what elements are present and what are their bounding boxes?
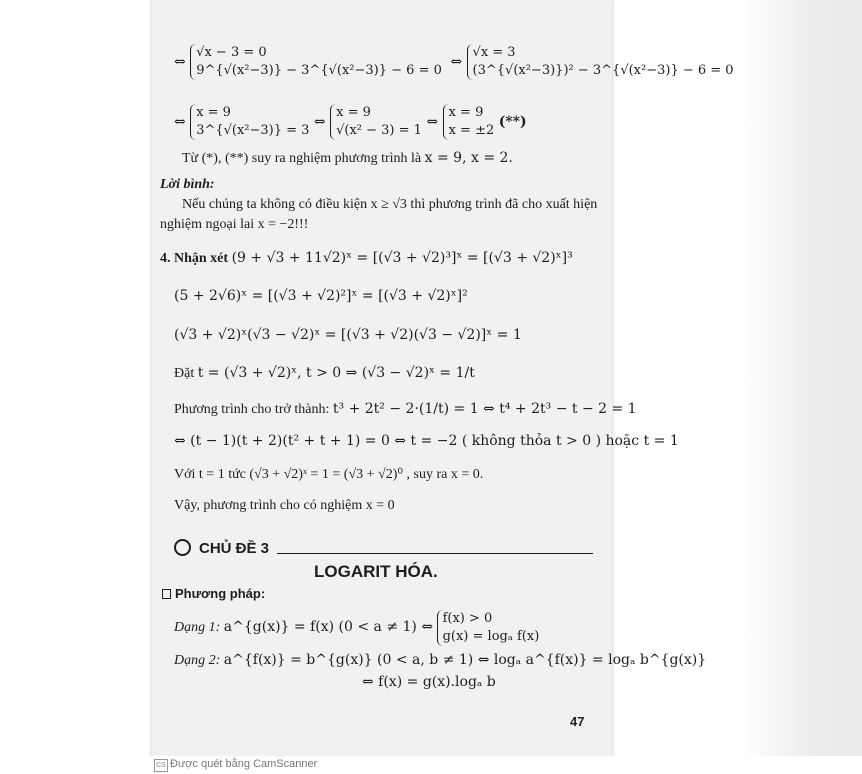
equiv-sign: ⇔ — [174, 114, 186, 130]
system-3 — [190, 104, 309, 140]
method-label: Phương pháp: — [175, 586, 266, 601]
math-eq: a^{f(x)} = b^{g(x)} (0 < a, b ≠ 1) ⇔ logₐ a^{f(x)} = logₐ b^{g(x)} — [223, 652, 707, 668]
item-4 — [160, 250, 573, 267]
equation-tag: (**) — [498, 114, 527, 130]
method-heading — [162, 586, 265, 601]
system-1 — [190, 44, 442, 80]
system-2 — [467, 44, 734, 80]
dang-1 — [174, 610, 539, 646]
equiv-sign: ⇔ — [174, 54, 186, 70]
math-eq: a^{g(x)} = f(x) (0 < a ≠ 1) ⇔ — [223, 619, 434, 636]
eq-block-2 — [174, 104, 527, 140]
page-number: 47 — [570, 714, 585, 729]
section-rule — [277, 553, 593, 554]
dang1-system — [437, 610, 540, 646]
system-line: √x − 3 = 0 — [196, 45, 267, 60]
conclusion-line — [182, 150, 513, 167]
dang-label: Dạng 1: — [174, 620, 221, 636]
dang-2 — [174, 652, 706, 669]
system-line: 3^{√(x²−3)} = 3 — [196, 123, 310, 138]
equiv-sign: ⇔ — [426, 114, 439, 130]
system-line: √x = 3 — [472, 45, 516, 60]
section-header — [174, 540, 593, 557]
scanner-label: Được quét bằng CamScanner — [170, 758, 318, 770]
system-line: (3^{√(x²−3)})² − 3^{√(x²−3)} − 6 = 0 — [472, 63, 734, 78]
section-title: LOGARIT HÓA. — [314, 562, 438, 581]
comment-title: Lời bình: — [160, 177, 215, 192]
camscanner-logo-icon: CS — [154, 759, 168, 772]
transform-line — [174, 401, 637, 418]
system-5 — [443, 104, 495, 140]
math-eq: (9 + √3 + 11√2)ˣ = [(√3 + √2)³]ˣ = [(√3 + √2)ˣ]³ — [231, 250, 573, 266]
comment-line: Nếu chúng ta không có điều kiện x ≥ √3 thì phương trình đã cho xuất hiện — [182, 197, 598, 212]
system-line: √(x² − 3) = 1 — [336, 123, 422, 138]
set-line — [174, 365, 475, 382]
set-label: Đặt — [174, 366, 195, 381]
conclusion-text: Từ (*), (**) suy ra nghiệm phương trình là — [182, 151, 422, 166]
page-bleed-shadow — [742, 0, 862, 756]
equiv-sign: ⇔ — [450, 54, 463, 70]
math-eq: t = (√3 + √2)ˣ, t > 0 ⇒ (√3 − √2)ˣ = 1/t — [197, 365, 475, 381]
conclusion-value: x = 9, x = 2. — [424, 150, 513, 166]
factor-line: ⇔ (t − 1)(t + 2)(t² + t + 1) = 0 ⇔ t = −2 ( không thỏa t > 0 ) hoặc t = 1 — [174, 433, 679, 449]
dang-label: Dạng 2: — [174, 653, 221, 668]
checkbox-bullet-icon — [162, 589, 171, 599]
system-line: g(x) = logₐ f(x) — [442, 629, 540, 644]
item-label: 4. Nhận xét — [160, 251, 229, 266]
with-t1-line: Với t = 1 tức (√3 + √2)ˣ = 1 = (√3 + √2)⁰ , suy ra x = 0. — [174, 467, 484, 482]
scanner-footer — [152, 756, 774, 774]
equiv-sign: ⇔ — [313, 114, 326, 130]
system-4 — [330, 104, 422, 140]
system-line: x = 9 — [336, 105, 371, 120]
transform-label: Phương trình cho trở thành: — [174, 402, 330, 417]
book-page — [152, 0, 734, 756]
system-line: x = 9 — [196, 105, 231, 120]
system-line: x = 9 — [448, 105, 484, 120]
section-label: CHỦ ĐỀ 3 — [199, 540, 270, 557]
eq-block-1 — [174, 44, 734, 80]
final-line: Vậy, phương trình cho có nghiệm x = 0 — [174, 498, 395, 513]
math-eq: t³ + 2t² − 2·(1/t) = 1 ⇔ t⁴ + 2t³ − t − 2 = 1 — [332, 401, 637, 417]
comment-line: nghiệm ngoại lai x = −2!!! — [160, 217, 309, 232]
math-eq: (5 + 2√6)ˣ = [(√3 + √2)²]ˣ = [(√3 + √2)ˣ]² — [174, 288, 468, 304]
circle-bullet-icon — [174, 539, 191, 556]
math-eq: (√3 + √2)ˣ(√3 − √2)ˣ = [(√3 + √2)(√3 − √2)]ˣ = 1 — [174, 327, 522, 343]
system-line: f(x) > 0 — [442, 611, 493, 626]
system-line: 9^{√(x²−3)} − 3^{√(x²−3)} − 6 = 0 — [196, 63, 442, 78]
math-eq: ⇔ f(x) = g(x).logₐ b — [362, 674, 496, 690]
system-line: x = ±2 — [448, 123, 495, 138]
